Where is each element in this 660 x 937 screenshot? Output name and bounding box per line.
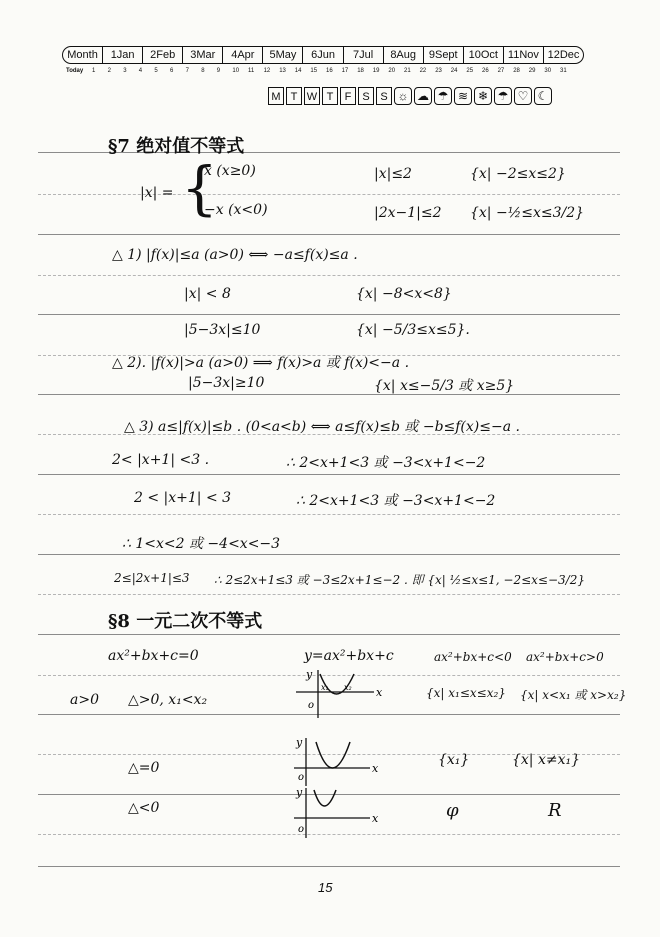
x-axis-label: x <box>372 812 379 825</box>
rain-icon: ☂ <box>434 87 452 105</box>
weekday-box: T <box>322 87 338 105</box>
example-3-solution: {x| −8<x<8} <box>356 286 452 302</box>
example-2: |2x−1|≤2 <box>374 205 442 221</box>
month-tab-bar <box>62 46 584 64</box>
day-number: 3 <box>123 68 127 74</box>
day-number: 14 <box>294 68 302 74</box>
day-number: 1 <box>92 68 96 74</box>
cloud-icon: ☁ <box>414 87 432 105</box>
example-4-solution: {x| −5/3≤x≤5}. <box>356 322 470 338</box>
example-8-solution: ∴ 2≤2x+1≤3 或 −3≤2x+1≤−2 . 即 {x| ½≤x≤1, −2≤x≤−3/2} <box>214 573 585 587</box>
month-tab: 6Jun <box>303 46 343 64</box>
day-number: 27 <box>497 68 505 74</box>
month-tab: 9Sept <box>424 46 464 64</box>
weekday-box: T <box>286 87 302 105</box>
case-1-less-than-solution: {x| x₁≤x≤x₂} <box>426 686 506 700</box>
weekday-box: W <box>304 87 320 105</box>
origin-label: o <box>298 824 305 835</box>
day-number: 4 <box>138 68 143 74</box>
month-tab: 4Apr <box>223 46 263 64</box>
day-number: 26 <box>482 68 489 74</box>
x-axis-label: x <box>372 762 379 775</box>
day-number: 25 <box>466 68 474 74</box>
weekday-box: S <box>376 87 392 105</box>
case-3-greater-than-solution: R <box>548 800 562 821</box>
definition-brace: { <box>181 154 218 222</box>
day-number: 13 <box>279 68 286 74</box>
case-3-less-than-solution: φ <box>446 800 459 821</box>
day-number: 20 <box>388 68 396 74</box>
y-axis-label: y <box>296 786 303 799</box>
day-number: 30 <box>544 68 552 74</box>
day-number: 11 <box>248 68 255 74</box>
example-5: |5−3x|≥10 <box>188 375 265 391</box>
day-number: 29 <box>528 68 536 74</box>
example-3: |x| < 8 <box>184 286 231 302</box>
example-7-result: ∴ 1<x<2 或 −4<x<−3 <box>122 536 281 552</box>
rule-3: △ 3) a≤|f(x)|≤b . (0<a<b) ⟺ a≤f(x)≤b 或 −b≤f(x)≤−a . <box>124 419 520 435</box>
example-6-solution: ∴ 2<x+1<3 或 −3<x+1<−2 <box>286 455 486 471</box>
case-discriminant-negative: △<0 <box>128 800 160 816</box>
parabola-two-roots-graph <box>290 668 390 720</box>
origin-label: o <box>308 700 315 711</box>
today-day-row <box>66 68 586 78</box>
case-1-greater-than-solution: {x| x<x₁ 或 x>x₂} <box>520 688 627 702</box>
sun-icon: ☼ <box>394 87 412 105</box>
day-number: 10 <box>232 68 240 74</box>
weekday-row <box>268 87 552 107</box>
weekday-box: S <box>358 87 374 105</box>
day-number: 18 <box>357 68 364 74</box>
day-number: 8 <box>201 68 205 74</box>
month-tab: 3Mar <box>183 46 223 64</box>
month-tab: 5May <box>263 46 303 64</box>
day-number: 24 <box>450 68 458 74</box>
example-5-solution: {x| x≤−5/3 或 x≥5} <box>374 378 515 394</box>
month-tab: Month <box>62 46 103 64</box>
abs-case-nonnegative: x (x≥0) <box>204 163 256 179</box>
case-discriminant-zero: △=0 <box>128 760 160 776</box>
day-number: 16 <box>326 68 333 74</box>
weekday-box: F <box>340 87 356 105</box>
parabola-curve <box>314 790 336 806</box>
month-tab: 7Jul <box>344 46 384 64</box>
heart-icon: ♡ <box>514 87 532 105</box>
day-number: 12 <box>263 68 271 74</box>
day-number: 9 <box>216 68 221 74</box>
month-tab: 8Aug <box>384 46 424 64</box>
origin-label: o <box>298 772 305 783</box>
example-7: 2 < |x+1| < 3 <box>134 490 232 506</box>
day-number: 15 <box>310 68 318 74</box>
month-tab: 11Nov <box>504 46 544 64</box>
y-axis-label: y <box>306 668 313 681</box>
root-x2-label: x₂ <box>344 683 352 692</box>
day-number: 23 <box>435 68 442 74</box>
abs-case-negative: −x (x<0) <box>204 202 268 218</box>
parabola-no-root-graph <box>290 786 390 840</box>
quadratic-greater-than: ax²+bx+c>0 <box>526 650 604 664</box>
example-1: |x|≤2 <box>374 166 412 182</box>
rule-2: △ 2). |f(x)|>a (a>0) ⟹ f(x)>a 或 f(x)<−a . <box>112 355 410 371</box>
y-axis-label: y <box>296 736 303 749</box>
abs-definition-lhs: |x| = <box>140 185 174 201</box>
day-number: 22 <box>419 68 427 74</box>
month-tab: 12Dec <box>544 46 584 64</box>
case-2-less-than-solution: {x₁} <box>438 752 470 768</box>
example-4: |5−3x|≤10 <box>184 322 261 338</box>
example-2-solution: {x| −½≤x≤3/2} <box>470 205 585 221</box>
day-number: 17 <box>341 68 349 74</box>
day-number: 31 <box>560 68 567 74</box>
umbrella-icon: ☂ <box>494 87 512 105</box>
x-axis-label: x <box>376 686 383 699</box>
quadratic-function: y=ax²+bx+c <box>304 648 394 664</box>
root-x1-label: x₁ <box>321 683 329 692</box>
month-tab: 2Feb <box>143 46 183 64</box>
page-number: 15 <box>318 880 333 895</box>
quadratic-less-than: ax²+bx+c<0 <box>434 650 512 664</box>
weekday-box: M <box>268 87 284 105</box>
example-8: 2≤|2x+1|≤3 <box>114 571 190 585</box>
day-number: 19 <box>372 68 380 74</box>
section-7-title: §7 绝对值不等式 <box>108 136 245 157</box>
example-1-solution: {x| −2≤x≤2} <box>470 166 566 182</box>
parabola-one-root-graph <box>290 736 390 788</box>
example-7-solution: ∴ 2<x+1<3 或 −3<x+1<−2 <box>296 493 496 509</box>
day-number: 5 <box>154 68 158 74</box>
parabola-curve <box>316 742 350 768</box>
example-6: 2< |x+1| <3 . <box>112 452 210 468</box>
day-number: 6 <box>170 68 174 74</box>
day-number: 2 <box>107 68 111 74</box>
month-tab: 10Oct <box>464 46 504 64</box>
case-discriminant-positive: △>0, x₁<x₂ <box>128 692 208 708</box>
day-number: 21 <box>404 68 411 74</box>
rule-1: △ 1) |f(x)|≤a (a>0) ⟺ −a≤f(x)≤a . <box>112 247 358 263</box>
section-8-title: §8 一元二次不等式 <box>108 611 263 632</box>
quadratic-equation: ax²+bx+c=0 <box>108 648 199 664</box>
wind-icon: ≋ <box>454 87 472 105</box>
moon-icon: ☾ <box>534 87 552 105</box>
day-number: 28 <box>513 68 520 74</box>
case-a-positive: a>0 <box>70 692 99 708</box>
month-tab: 1Jan <box>103 46 143 64</box>
today-label: Today <box>66 68 84 74</box>
snow-icon: ❄ <box>474 87 492 105</box>
case-2-greater-than-solution: {x| x≠x₁} <box>512 752 581 768</box>
day-number: 7 <box>185 68 189 74</box>
